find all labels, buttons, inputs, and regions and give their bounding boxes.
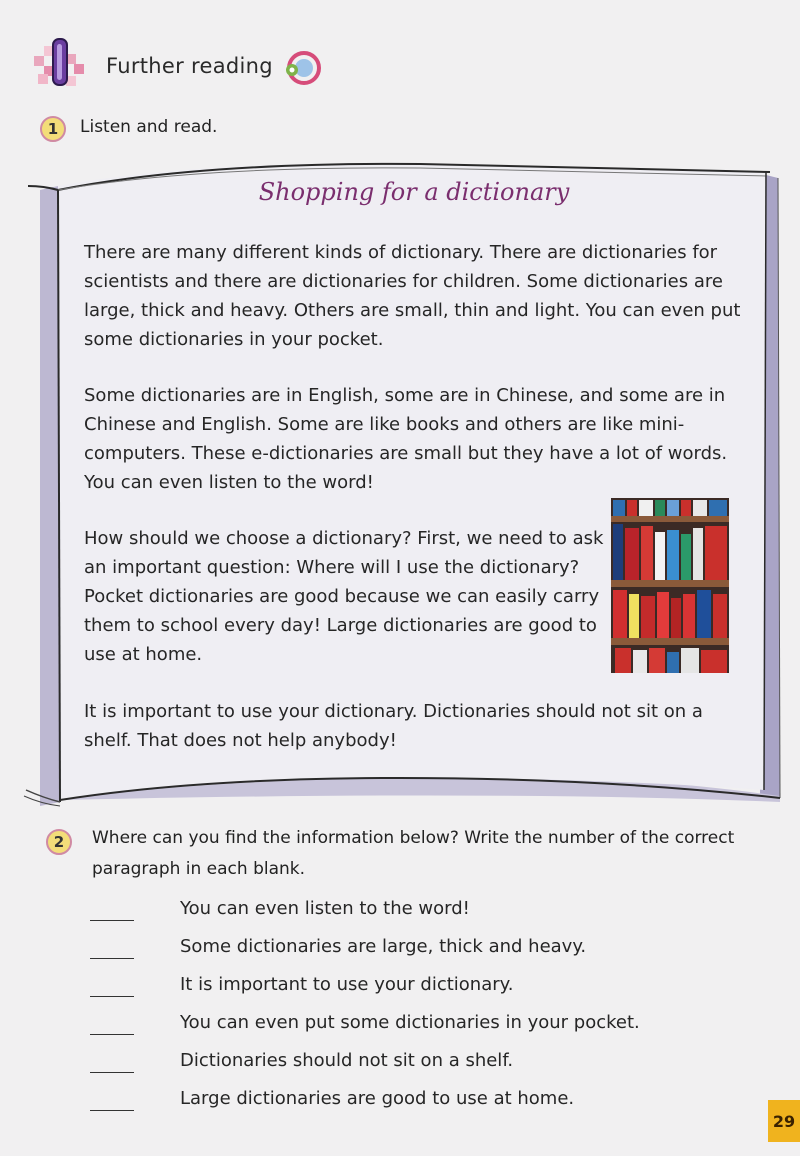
- list-item: [90, 1086, 710, 1124]
- article-paragraph-4: It is important to use your dictionary. Dictionaries should not sit on a shelf. That does not help anybody!: [84, 701, 703, 751]
- page-header: [30, 36, 350, 100]
- answer-blank[interactable]: [90, 996, 134, 997]
- list-item: [90, 1048, 710, 1086]
- answer-blank[interactable]: [90, 958, 134, 959]
- statement-text: Dictionaries should not sit on a shelf.: [180, 1050, 514, 1071]
- statement-text: You can even put some dictionaries in your pocket.: [180, 1012, 640, 1033]
- section-number-badge: 1: [40, 116, 66, 142]
- exercise-instruction: Where can you find the information below? Write the number of the correct paragraph in each blank.: [92, 828, 735, 879]
- statement-text: You can even listen to the word!: [180, 898, 470, 919]
- answer-blank[interactable]: [90, 1110, 134, 1111]
- answer-blank[interactable]: [90, 1034, 134, 1035]
- cd-disc-icon: [280, 48, 324, 88]
- article-paragraph-3: How should we choose a dictionary? First, we need to ask an important question: Where will I use the dictionary? Pocket dictionaries are good because we can easily carry them to school every day! Large dictionaries are good to use at home.: [84, 528, 604, 665]
- pink-cross-tab-icon: [30, 36, 86, 96]
- answer-blank[interactable]: [90, 920, 134, 921]
- article-paragraph-2: Some dictionaries are in English, some are in Chinese, and some are in Chinese and English. Some are like books and others are like mini-computers. These e-dictionaries are small but they have a lot of words. You can even listen to the word!: [84, 385, 728, 493]
- list-item: [90, 934, 710, 972]
- article-title: Shopping for a dictionary: [258, 178, 570, 206]
- section-title-further-reading: Further reading: [106, 54, 273, 78]
- bookshelf-of-dictionaries-photo: [611, 498, 729, 673]
- list-item: [90, 1010, 710, 1048]
- statement-text: Some dictionaries are large, thick and heavy.: [180, 936, 587, 957]
- fill-in-blank-list: [90, 896, 710, 1124]
- page-number-tab: 29: [768, 1100, 800, 1142]
- section-number-badge: 2: [46, 829, 72, 855]
- list-item: [90, 896, 710, 934]
- instruction-listen-and-read: Listen and read.: [80, 117, 218, 137]
- statement-text: It is important to use your dictionary.: [180, 974, 514, 995]
- answer-blank[interactable]: [90, 1072, 134, 1073]
- statement-text: Large dictionaries are good to use at home.: [180, 1088, 575, 1109]
- article-paragraph-1: There are many different kinds of dictionary. There are dictionaries for scientists and there are dictionaries for children. Some dictionaries are large, thick and heavy. Others are small, thin and light. You can even put some dictionaries in your pocket.: [84, 242, 741, 350]
- list-item: [90, 972, 710, 1010]
